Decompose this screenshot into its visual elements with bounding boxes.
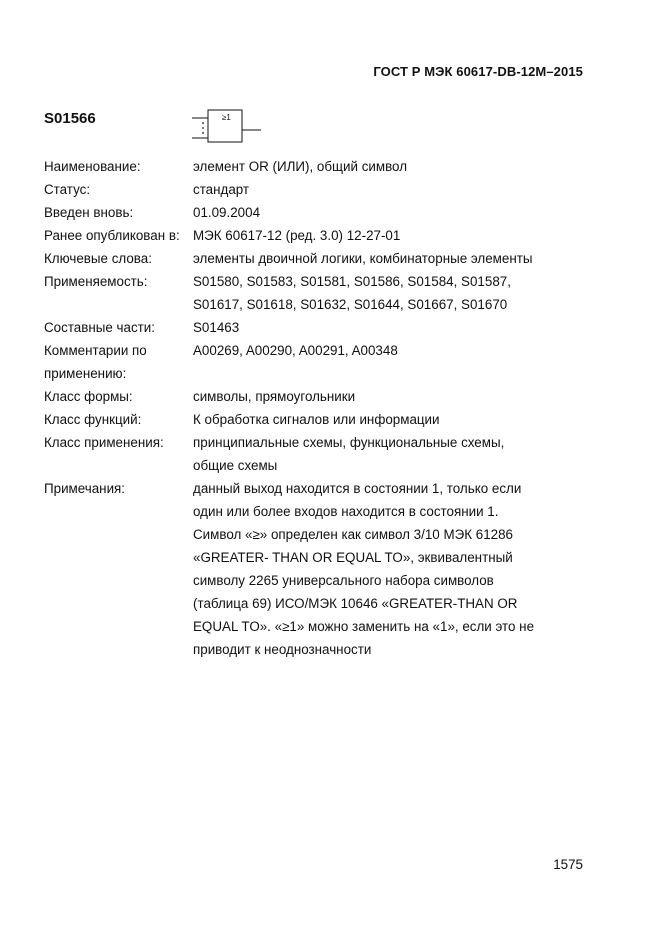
property-label-line: Ключевые слова:: [44, 251, 152, 266]
property-row: [44, 224, 604, 247]
property-value: [193, 270, 604, 316]
property-value: [193, 316, 604, 339]
property-label: [44, 316, 193, 339]
property-value-line: EQUAL TO». «≥1» можно заменить на «1», если это не: [193, 619, 535, 634]
input-dot: [202, 127, 204, 129]
property-label: [44, 339, 193, 385]
symbol-properties: [44, 155, 604, 661]
property-value-line: принципиальные схемы, функциональные схемы,: [193, 435, 505, 450]
property-label: [44, 270, 193, 316]
property-value-line: МЭК 60617-12 (ред. 3.0) 12-27-01: [193, 228, 401, 243]
property-value-line: A00269, A00290, A00291, A00348: [193, 343, 398, 358]
property-label-line: Класс формы:: [44, 389, 133, 404]
property-label-line: Примечания:: [44, 481, 126, 496]
property-value-line: общие схемы: [193, 458, 278, 473]
property-value-line: приводит к неоднозначности: [193, 642, 372, 657]
property-label-line: Введен вновь:: [44, 205, 134, 220]
property-value: [193, 178, 604, 201]
property-value-line: стандарт: [193, 182, 250, 197]
property-value-line: «GREATER- THAN OR EQUAL TO», эквивалентный: [193, 550, 513, 565]
property-label-line: Статус:: [44, 182, 91, 197]
property-label-line: Применяемость:: [44, 274, 148, 289]
property-value: [193, 155, 604, 178]
document-header: ГОСТ Р МЭК 60617-DB-12M–2015: [373, 64, 583, 79]
property-row: [44, 408, 604, 431]
property-value-line: данный выход находится в состоянии 1, только если: [193, 481, 522, 496]
property-value: [193, 224, 604, 247]
property-label-line: Наименование:: [44, 159, 141, 174]
property-value-line: элементы двоичной логики, комбинаторные элементы: [193, 251, 533, 266]
or-gate-symbol: [190, 108, 264, 144]
property-label-line: Класс функций:: [44, 412, 142, 427]
property-value-line: (таблица 69) ИСО/МЭК 10646 «GREATER-THAN OR: [193, 596, 518, 611]
property-label: [44, 408, 193, 431]
property-label-line: Комментарии по: [44, 343, 147, 358]
property-label: [44, 477, 193, 661]
property-label: [44, 247, 193, 270]
symbol-code: S01566: [44, 110, 96, 127]
property-value: [193, 431, 604, 477]
property-value-line: Символ «≥» определен как символ 3/10 МЭК 61286: [193, 527, 513, 542]
input-dot: [202, 132, 204, 134]
property-value-line: символы, прямоугольники: [193, 389, 356, 404]
property-label-line: Ранее опубликован в:: [44, 228, 180, 243]
property-label: [44, 385, 193, 408]
property-value-line: S01580, S01583, S01581, S01586, S01584, S01587,: [193, 274, 511, 289]
input-dot: [202, 122, 204, 124]
property-row: [44, 385, 604, 408]
property-value-line: К обработка сигналов или информации: [193, 412, 440, 427]
property-value-line: 01.09.2004: [193, 205, 261, 220]
property-label: [44, 178, 193, 201]
property-label: [44, 201, 193, 224]
property-row: [44, 270, 604, 316]
property-value-line: один или более входов находится в состоянии 1.: [193, 504, 499, 519]
property-value: [193, 247, 604, 270]
property-value: [193, 385, 604, 408]
page-number: 1575: [553, 857, 583, 872]
property-label: [44, 224, 193, 247]
gate-label: ≥1: [222, 113, 231, 122]
property-row: [44, 155, 604, 178]
property-row: [44, 339, 604, 385]
property-value: [193, 339, 604, 385]
property-row: [44, 477, 604, 661]
property-row: [44, 316, 604, 339]
property-label: [44, 431, 193, 477]
property-value: [193, 201, 604, 224]
property-value-line: элемент OR (ИЛИ), общий символ: [193, 159, 408, 174]
property-value-line: S01617, S01618, S01632, S01644, S01667, S01670: [193, 297, 508, 312]
property-value: [193, 477, 604, 661]
property-value: [193, 408, 604, 431]
property-row: [44, 178, 604, 201]
property-row: [44, 201, 604, 224]
property-label-line: Класс применения:: [44, 435, 164, 450]
property-value-line: символу 2265 универсального набора символов: [193, 573, 494, 588]
property-row: [44, 431, 604, 477]
property-label-line: применению:: [44, 366, 127, 381]
property-label-line: Составные части:: [44, 320, 155, 335]
property-label: [44, 155, 193, 178]
property-value-line: S01463: [193, 320, 240, 335]
property-row: [44, 247, 604, 270]
